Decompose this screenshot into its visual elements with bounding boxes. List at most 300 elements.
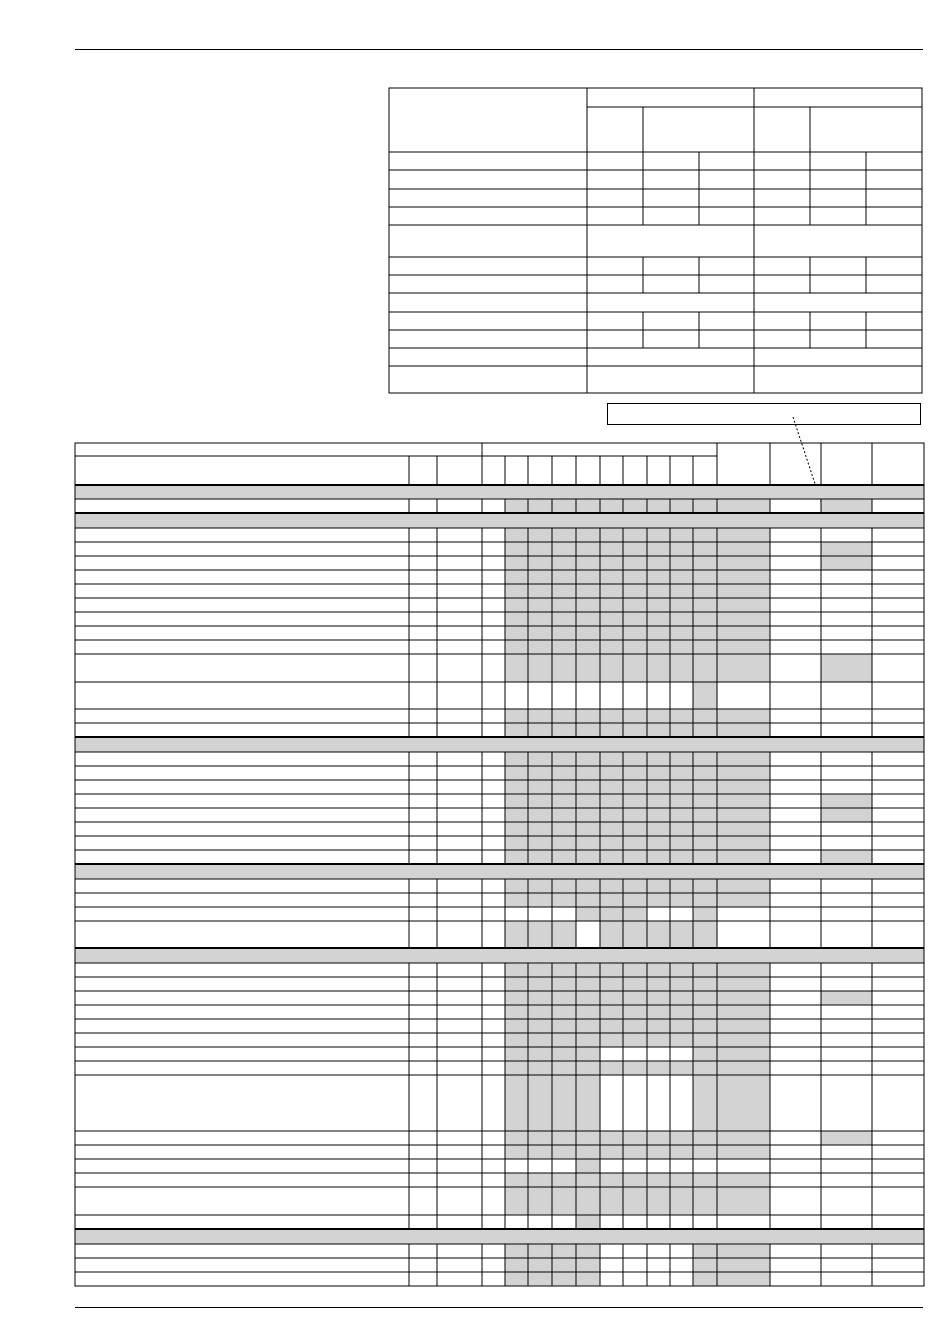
shaded-cell: [552, 893, 576, 907]
shaded-cell: [647, 528, 670, 542]
shaded-cell: [528, 752, 552, 766]
shaded-cell: [670, 1187, 693, 1215]
shaded-cell: [552, 991, 576, 1005]
shaded-cell: [647, 977, 670, 991]
shaded-cell: [576, 752, 600, 766]
shaded-cell: [552, 584, 576, 598]
shaded-cell: [670, 991, 693, 1005]
shaded-cell: [717, 584, 770, 598]
shaded-cell: [505, 1272, 528, 1286]
table-row: [75, 963, 924, 977]
shaded-cell: [623, 1005, 647, 1019]
table-row: [75, 921, 924, 948]
shaded-cell: [528, 822, 552, 836]
shaded-cell: [528, 499, 552, 513]
shaded-cell: [693, 640, 717, 654]
shaded-cell: [505, 836, 528, 850]
shaded-cell: [576, 1215, 600, 1229]
shaded-cell: [576, 1061, 600, 1075]
shaded-cell: [717, 1187, 770, 1215]
shaded-cell: [600, 709, 623, 723]
shaded-cell: [505, 723, 528, 737]
shaded-cell: [528, 991, 552, 1005]
section-band: [75, 1229, 924, 1244]
shaded-cell: [576, 1005, 600, 1019]
shaded-cell: [623, 723, 647, 737]
shaded-cell: [717, 1005, 770, 1019]
shaded-cell: [576, 598, 600, 612]
shaded-cell: [505, 1061, 528, 1075]
shaded-cell: [670, 1145, 693, 1159]
shaded-cell: [821, 499, 872, 513]
shaded-cell: [717, 879, 770, 893]
shaded-cell: [647, 1061, 670, 1075]
shaded-cell: [576, 584, 600, 598]
shaded-cell: [552, 1019, 576, 1033]
matrix-header-frame: [75, 443, 924, 485]
shaded-cell: [717, 499, 770, 513]
shaded-cell: [647, 963, 670, 977]
table-row: [75, 654, 924, 682]
shaded-cell: [647, 893, 670, 907]
shaded-cell: [600, 723, 623, 737]
shaded-cell: [717, 556, 770, 570]
shaded-cell: [600, 893, 623, 907]
shaded-cell: [552, 1187, 576, 1215]
shaded-cell: [528, 963, 552, 977]
table-row: [75, 893, 924, 907]
shaded-cell: [693, 963, 717, 977]
shaded-cell: [505, 499, 528, 513]
shaded-cell: [505, 640, 528, 654]
shaded-cell: [600, 499, 623, 513]
table-row: [75, 598, 924, 612]
shaded-cell: [600, 654, 623, 682]
shaded-cell: [505, 556, 528, 570]
table-row: [75, 556, 924, 570]
shaded-cell: [576, 1131, 600, 1145]
shaded-cell: [505, 542, 528, 556]
table-row: [75, 723, 924, 737]
shaded-cell: [576, 1075, 600, 1131]
table-row: [75, 709, 924, 723]
shaded-cell: [623, 752, 647, 766]
shaded-cell: [576, 654, 600, 682]
shaded-cell: [623, 963, 647, 977]
shaded-cell: [647, 612, 670, 626]
shaded-cell: [693, 1033, 717, 1047]
shaded-cell: [600, 640, 623, 654]
shaded-cell: [693, 991, 717, 1005]
shaded-cell: [693, 808, 717, 822]
shaded-cell: [576, 766, 600, 780]
table-row: [75, 1272, 924, 1286]
shaded-cell: [647, 640, 670, 654]
shaded-cell: [670, 766, 693, 780]
shaded-cell: [600, 879, 623, 893]
shaded-cell: [693, 584, 717, 598]
shaded-cell: [670, 654, 693, 682]
shaded-cell: [717, 977, 770, 991]
shaded-cell: [576, 709, 600, 723]
shaded-cell: [505, 528, 528, 542]
shaded-cell: [576, 850, 600, 864]
shaded-cell: [505, 822, 528, 836]
shaded-cell: [505, 1019, 528, 1033]
shaded-cell: [528, 528, 552, 542]
shaded-cell: [552, 612, 576, 626]
shaded-cell: [670, 598, 693, 612]
shaded-cell: [528, 1033, 552, 1047]
shaded-cell: [505, 977, 528, 991]
table-row: [75, 528, 924, 542]
shaded-cell: [693, 612, 717, 626]
shaded-cell: [528, 570, 552, 584]
shaded-cell: [693, 542, 717, 556]
shaded-cell: [693, 766, 717, 780]
shaded-cell: [623, 1033, 647, 1047]
shaded-cell: [670, 808, 693, 822]
shaded-cell: [623, 780, 647, 794]
shaded-cell: [670, 1005, 693, 1019]
shaded-cell: [717, 963, 770, 977]
shaded-cell: [528, 598, 552, 612]
shaded-cell: [576, 556, 600, 570]
shaded-cell: [528, 1047, 552, 1061]
shaded-cell: [623, 1145, 647, 1159]
section-band: [75, 513, 924, 528]
shaded-cell: [623, 556, 647, 570]
shaded-cell: [717, 1173, 770, 1187]
shaded-cell: [693, 822, 717, 836]
shaded-cell: [717, 570, 770, 584]
shaded-cell: [528, 626, 552, 640]
shaded-cell: [505, 598, 528, 612]
shaded-cell: [528, 921, 552, 948]
shaded-cell: [600, 836, 623, 850]
table-row: [75, 1244, 924, 1258]
shaded-cell: [670, 626, 693, 640]
shaded-cell: [505, 1047, 528, 1061]
shaded-cell: [717, 1075, 770, 1131]
shaded-cell: [528, 584, 552, 598]
shaded-cell: [528, 709, 552, 723]
shaded-cell: [717, 836, 770, 850]
shaded-cell: [693, 709, 717, 723]
shaded-cell: [505, 991, 528, 1005]
shaded-cell: [693, 528, 717, 542]
shaded-cell: [693, 752, 717, 766]
shaded-cell: [576, 977, 600, 991]
shaded-cell: [576, 1047, 600, 1061]
shaded-cell: [505, 893, 528, 907]
shaded-cell: [693, 1173, 717, 1187]
shaded-cell: [576, 626, 600, 640]
shaded-cell: [717, 1272, 770, 1286]
shaded-cell: [528, 879, 552, 893]
shaded-cell: [717, 612, 770, 626]
shaded-cell: [693, 556, 717, 570]
table-row: [75, 977, 924, 991]
shaded-cell: [647, 921, 670, 948]
shaded-cell: [821, 1131, 872, 1145]
table-row: [75, 1047, 924, 1061]
shaded-cell: [623, 499, 647, 513]
table-row: [75, 1131, 924, 1145]
shaded-cell: [647, 570, 670, 584]
shaded-cell: [670, 556, 693, 570]
shaded-cell: [717, 1019, 770, 1033]
shaded-cell: [600, 963, 623, 977]
shaded-cell: [600, 528, 623, 542]
shaded-cell: [717, 766, 770, 780]
shaded-cell: [552, 1145, 576, 1159]
shaded-cell: [552, 654, 576, 682]
shaded-cell: [717, 528, 770, 542]
shaded-cell: [528, 1258, 552, 1272]
shaded-cell: [600, 794, 623, 808]
shaded-cell: [670, 794, 693, 808]
shaded-cell: [576, 1258, 600, 1272]
shaded-cell: [505, 850, 528, 864]
shaded-cell: [600, 626, 623, 640]
table-row: [75, 1019, 924, 1033]
shaded-cell: [576, 963, 600, 977]
shaded-cell: [528, 1145, 552, 1159]
shaded-cell: [647, 780, 670, 794]
shaded-cell: [552, 794, 576, 808]
shaded-cell: [600, 1131, 623, 1145]
shaded-cell: [623, 879, 647, 893]
shaded-cell: [693, 626, 717, 640]
shaded-cell: [647, 836, 670, 850]
shaded-cell: [576, 1173, 600, 1187]
shaded-cell: [528, 612, 552, 626]
shaded-cell: [693, 1075, 717, 1131]
shaded-cell: [528, 542, 552, 556]
shaded-cell: [600, 766, 623, 780]
shaded-cell: [528, 893, 552, 907]
shaded-cell: [623, 822, 647, 836]
shaded-cell: [623, 598, 647, 612]
shaded-cell: [600, 921, 623, 948]
shaded-cell: [717, 1244, 770, 1258]
shaded-cell: [552, 879, 576, 893]
shaded-cell: [647, 1173, 670, 1187]
shaded-cell: [505, 654, 528, 682]
shaded-cell: [528, 808, 552, 822]
shaded-cell: [552, 556, 576, 570]
shaded-cell: [528, 766, 552, 780]
shaded-cell: [693, 879, 717, 893]
shaded-cell: [670, 893, 693, 907]
shaded-cell: [623, 626, 647, 640]
shaded-cell: [717, 1047, 770, 1061]
shaded-cell: [552, 1173, 576, 1187]
shaded-cell: [552, 808, 576, 822]
shaded-cell: [552, 626, 576, 640]
table-row: [75, 879, 924, 893]
shaded-cell: [505, 752, 528, 766]
shaded-cell: [693, 1047, 717, 1061]
shaded-cell: [693, 499, 717, 513]
shaded-cell: [647, 626, 670, 640]
shaded-cell: [647, 1145, 670, 1159]
shaded-cell: [670, 1033, 693, 1047]
shaded-cell: [623, 1131, 647, 1145]
shaded-cell: [505, 1173, 528, 1187]
shaded-cell: [693, 893, 717, 907]
shaded-cell: [693, 1019, 717, 1033]
shaded-cell: [505, 1131, 528, 1145]
shaded-cell: [505, 766, 528, 780]
shaded-cell: [623, 808, 647, 822]
shaded-cell: [600, 570, 623, 584]
shaded-cell: [505, 1145, 528, 1159]
shaded-cell: [647, 723, 670, 737]
shaded-cell: [600, 1005, 623, 1019]
shaded-cell: [647, 1019, 670, 1033]
shaded-cell: [623, 584, 647, 598]
shaded-cell: [670, 570, 693, 584]
shaded-cell: [576, 836, 600, 850]
shaded-cell: [576, 780, 600, 794]
shaded-cell: [647, 850, 670, 864]
shaded-cell: [552, 1061, 576, 1075]
shaded-cell: [647, 1033, 670, 1047]
shaded-cell: [647, 1005, 670, 1019]
shaded-cell: [505, 1258, 528, 1272]
shaded-cell: [552, 1005, 576, 1019]
shaded-cell: [821, 556, 872, 570]
table-row: [75, 1061, 924, 1075]
shaded-cell: [693, 1258, 717, 1272]
table-row: [75, 766, 924, 780]
shaded-cell: [670, 850, 693, 864]
shaded-cell: [670, 836, 693, 850]
shaded-cell: [505, 1005, 528, 1019]
shaded-cell: [623, 766, 647, 780]
shaded-cell: [623, 1019, 647, 1033]
shaded-cell: [576, 1159, 600, 1173]
shaded-cell: [528, 1131, 552, 1145]
shaded-cell: [693, 1061, 717, 1075]
shaded-cell: [505, 963, 528, 977]
shaded-cell: [576, 794, 600, 808]
shaded-cell: [600, 584, 623, 598]
shaded-cell: [670, 1019, 693, 1033]
shaded-cell: [717, 1061, 770, 1075]
table-row: [75, 626, 924, 640]
shaded-cell: [600, 991, 623, 1005]
shaded-cell: [717, 808, 770, 822]
shaded-cell: [552, 921, 576, 948]
shaded-cell: [528, 640, 552, 654]
shaded-cell: [693, 780, 717, 794]
shaded-cell: [647, 822, 670, 836]
table-row: [75, 1173, 924, 1187]
shaded-cell: [717, 822, 770, 836]
table-row: [75, 1145, 924, 1159]
table-row: [75, 850, 924, 864]
shaded-cell: [552, 528, 576, 542]
table-row: [75, 640, 924, 654]
shaded-cell: [600, 780, 623, 794]
shaded-cell: [693, 921, 717, 948]
shaded-cell: [623, 977, 647, 991]
shaded-cell: [670, 612, 693, 626]
shaded-cell: [623, 850, 647, 864]
shaded-cell: [576, 542, 600, 556]
table-row: [75, 612, 924, 626]
section-band: [75, 864, 924, 879]
shaded-cell: [552, 1258, 576, 1272]
shaded-cell: [670, 499, 693, 513]
shaded-cell: [717, 1145, 770, 1159]
shaded-cell: [623, 654, 647, 682]
shaded-cell: [693, 1145, 717, 1159]
shaded-cell: [717, 850, 770, 864]
shaded-cell: [600, 1033, 623, 1047]
shaded-cell: [693, 836, 717, 850]
shaded-cell: [600, 822, 623, 836]
shaded-cell: [623, 570, 647, 584]
shaded-cell: [670, 723, 693, 737]
shaded-cell: [576, 808, 600, 822]
shaded-cell: [505, 709, 528, 723]
shaded-cell: [821, 850, 872, 864]
shaded-cell: [670, 822, 693, 836]
shaded-cell: [693, 850, 717, 864]
shaded-cell: [528, 1272, 552, 1286]
shaded-cell: [528, 977, 552, 991]
shaded-cell: [717, 626, 770, 640]
shaded-cell: [505, 626, 528, 640]
shaded-cell: [528, 654, 552, 682]
shaded-cell: [693, 570, 717, 584]
shaded-cell: [505, 808, 528, 822]
table-row: [75, 1215, 924, 1229]
shaded-cell: [552, 752, 576, 766]
shaded-cell: [600, 556, 623, 570]
shaded-cell: [670, 542, 693, 556]
shaded-cell: [717, 752, 770, 766]
table-row: [75, 907, 924, 921]
shaded-cell: [552, 1033, 576, 1047]
shaded-cell: [693, 654, 717, 682]
shaded-cell: [670, 921, 693, 948]
shaded-cell: [717, 598, 770, 612]
shaded-cell: [552, 570, 576, 584]
footer-rule: [75, 1307, 923, 1308]
shaded-cell: [693, 1244, 717, 1258]
shaded-cell: [505, 1033, 528, 1047]
shaded-cell: [505, 584, 528, 598]
shaded-cell: [505, 921, 528, 948]
shaded-cell: [528, 1244, 552, 1258]
shaded-cell: [600, 808, 623, 822]
shaded-cell: [528, 556, 552, 570]
table-row: [75, 1075, 924, 1131]
shaded-cell: [576, 528, 600, 542]
shaded-cell: [693, 977, 717, 991]
shaded-cell: [600, 850, 623, 864]
shaded-cell: [505, 794, 528, 808]
shaded-cell: [552, 709, 576, 723]
shaded-cell: [821, 991, 872, 1005]
section-band: [75, 948, 924, 963]
shaded-cell: [623, 921, 647, 948]
